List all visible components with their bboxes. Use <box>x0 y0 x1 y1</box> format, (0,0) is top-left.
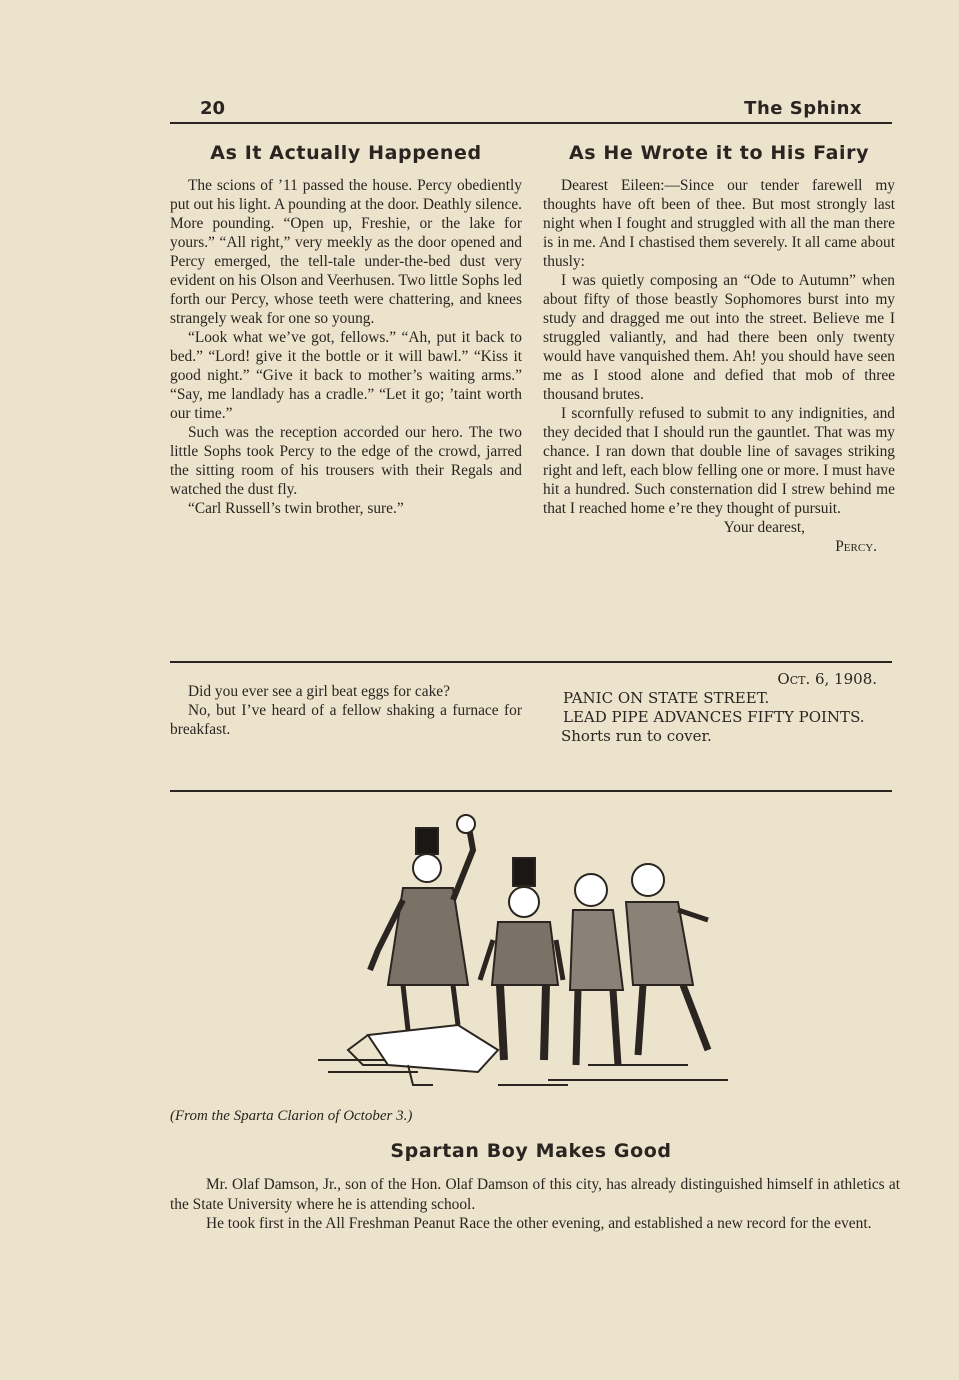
ticker-line3: Shorts run to cover. <box>561 727 712 745</box>
right-article-title: As He Wrote it to His Fairy <box>568 142 870 164</box>
joke-answer: No, but I’ve heard of a fellow shaking a furnace for breakfast. <box>170 702 522 738</box>
page-number: 20 <box>200 98 226 119</box>
signature: Percy. <box>835 538 877 555</box>
paragraph: The scions of ’11 passed the house. Percy obediently put out his light. A pounding at the door. Deathly silence. More pounding. “Open up, Freshie, or the lake for yours.” “All right,” very meekly as the door opened and Percy emerged, the tell-tale under-the-bed dust very evident on his Olson and Veerhusen. Two little Sophs led forth our Percy, whose teeth were chattering, and knees strangely weak for one so young. <box>170 177 522 327</box>
left-article-body <box>170 176 522 518</box>
paragraph: “Look what we’ve got, fellows.” “Ah, put it back to bed.” “Lord! give it the bottle or it will bawl.” “Kiss it good night.” “Give it back to mother’s waiting arms.” “Say, me landlady has a cradle.” “Let it go; ’taint worth our time.” <box>170 329 522 422</box>
ticker <box>543 670 895 746</box>
divider <box>170 790 892 792</box>
closing: Your dearest, <box>723 519 805 536</box>
cartoon-illustration <box>308 810 768 1095</box>
paragraph: I was quietly composing an “Ode to Autumn” when about fifty of those beastly Sophomores burst into my study and dragged me out into the street. Believe me I struggled valiantly, and had there been only twenty would have vanquished them. Ah! you should have seen me as I stood alone and defied that mob of three thousand brutes. <box>543 272 895 403</box>
ticker-line1: PANIC ON STATE STREET. <box>563 689 770 707</box>
ticker-date: Oct. 6, 1908. <box>777 670 877 688</box>
paragraph: Mr. Olaf Damson, Jr., son of the Hon. Olaf Damson of this city, has already distinguished himself in athletics at the State University where he is attending school. <box>170 1176 900 1213</box>
right-article-body <box>543 176 895 556</box>
cartoon-caption: (From the Sparta Clarion of October 3.) <box>170 1108 413 1124</box>
paragraph: He took first in the All Freshman Peanut Race the other evening, and established a new record for the event. <box>206 1215 872 1232</box>
left-article-title: As It Actually Happened <box>210 142 482 164</box>
magazine-title: The Sphinx <box>744 98 862 119</box>
paragraph: Such was the reception accorded our hero. The two little Sophs took Percy to the edge of the crowd, jarred the sitting room of his trousers with their Regals and watched the dust fly. <box>170 424 522 498</box>
joke <box>170 682 522 739</box>
paragraph: I scornfully refused to submit to any indignities, and they decided that I should run the gauntlet. That was my chance. I ran down that double line of savages striking right and left, each blow felling one or more. I must have hit a hundred. Such consternation did I strew behind me that I reached home e’re they thought of pursuit. <box>543 405 895 517</box>
joke-question: Did you ever see a girl beat eggs for cake? <box>188 683 450 700</box>
bottom-article-body <box>170 1175 900 1234</box>
page-header <box>170 98 892 124</box>
paragraph: “Carl Russell’s twin brother, sure.” <box>188 500 404 517</box>
divider <box>170 661 892 663</box>
bottom-article-title: Spartan Boy Makes Good <box>390 1140 672 1162</box>
ticker-line2: LEAD PIPE ADVANCES FIFTY POINTS. <box>563 708 865 726</box>
paragraph: Dearest Eileen:—Since our tender farewell my thoughts have oft been of thee. But most strongly last night when I fought and struggled with all the man there is in me. And I chastised them severely. It all came about thusly: <box>543 177 895 270</box>
